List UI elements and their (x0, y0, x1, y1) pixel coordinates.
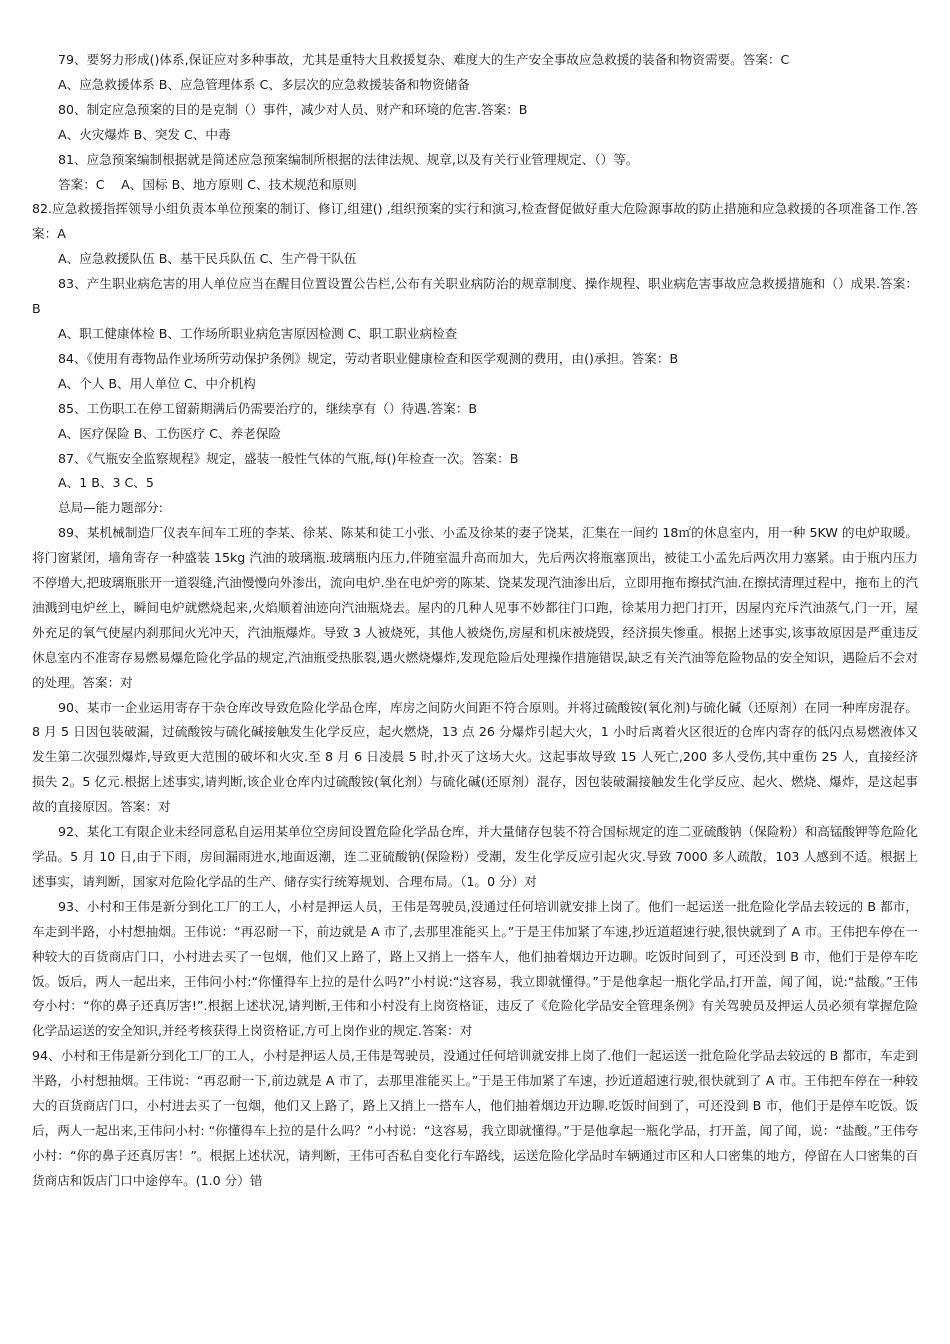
options-84: A、个人 B、用人单位 C、中介机构 (58, 375, 256, 391)
options-83: A、职工健康体检 B、工作场所职业病危害原因检测 C、职工职业病检查 (58, 325, 458, 341)
question-90: 90、某市一企业运用寄存干杂仓库改导致危险化学品仓库，库房之间防火间距不符合原则。并将过硫酸铵(氧化剂)与硫化碱（还原剂）在同一种库房混存。8 月 5 日因包装破漏，过硫酸铵与硫化碱接触发生化学反应，起火燃烧，13 点 26 分爆炸引起大火，1 小时后离着火区很近的仓库内寄存的低闪点易燃液体又发生第二次强烈爆炸,导致更大范围的破坏和火灾.至 8 月 6 日凌晨 5 时,扑灭了这场大火。这起事故导致 15 人死亡,200 多人受伤,其中重伤 25 人，直接经济损失 2。5 亿元.根据上述事实,请判断,该企业仓库内过硫酸铵(氧化剂）与硫化碱(还原剂）混存，因包装破漏接触发生化学反应、起火、燃烧、爆炸，是这起事故的直接原因。答案：对 (32, 699, 918, 815)
question-83: 83、产生职业病危害的用人单位应当在醒目位置设置公告栏,公布有关职业病防治的规章制度、操作规程、职业病危害事故应急救援措施和（）成果.答案：B (32, 276, 918, 317)
question-85: 85、工伤职工在停工留薪期满后仍需要治疗的，继续享有（）待遇.答案：B (58, 400, 478, 416)
document-page (32, 48, 918, 1194)
answer-options-81: 答案：C A、国标 B、地方原则 C、技术规范和原则 (58, 176, 357, 192)
question-84: 84、《使用有毒物品作业场所劳动保护条例》规定，劳动者职业健康检查和医学观测的费用，由()承担。答案：B (58, 350, 679, 366)
question-93: 93、小村和王伟是新分到化工厂的工人，小村是押运人员，王伟是驾驶员,没通过任何培训就安排上岗了。他们一起运送一批危险化学品去较远的 B 都市，车走到半路，小村想抽烟。王伟说：“再忍耐一下，前边就是 A 市了,去那里准能买上。”于是王伟加紧了车速,抄近道超速行驶,很快就到了 A 市。王伟把车停在一种较大的百货商店门口，小村进去买了一包烟，他们又上路了，路上又捎上一搭车人，他们抽着烟边开边聊。吃饭时间到了，可还没到 B 市，他们于是停车吃饭。饭后，两人一起出来，王伟问小村:“你懂得车上拉的是什么吗?”小村说:“这容易，我立即就懂得。”于是他拿起一瓶化学品,打开盖，闻了闻，说:“盐酸。”王伟夸小村：“你的鼻子还真厉害!”.根据上述状况,请判断,王伟和小村没有上岗资格证，违反了《危险化学品安全管理条例》有关驾驶员及押运人员必须有掌握危险化学品运送的安全知识,并经考核获得上岗资格证,方可上岗作业的规定.答案：对 (32, 898, 918, 1039)
question-81: 81、应急预案编制根据就是简述应急预案编制所根据的法律法规、规章,以及有关行业管理规定、（）等。 (58, 151, 639, 167)
question-82: 82.应急救援指挥领导小组负责本单位预案的制订、修订,组建() ,组织预案的实行和演习,检查督促做好重大危险源事故的防止措施和应急救援的各项准备工作.答案：A (32, 201, 918, 242)
options-79: A、应急救援体系 B、应急管理体系 C、多层次的应急救援装备和物资储备 (58, 76, 470, 92)
question-79: 79、要努力形成()体系,保证应对多种事故，尤其是重特大且救援复杂、难度大的生产安全事故应急救援的装备和物资需要。答案：C (58, 52, 790, 67)
options-85: A、医疗保险 B、工伤医疗 C、养老保险 (58, 425, 281, 441)
options-87: A、1 B、3 C、5 (58, 475, 154, 491)
options-82: A、应急救援队伍 B、基干民兵队伍 C、生产骨干队伍 (58, 251, 357, 267)
question-94: 94、小村和王伟是新分到化工厂的工人，小村是押运人员,王伟是驾驶员，没通过任何培训就安排上岗了.他们一起运送一批危险化学品去较远的 B 都市，车走到半路，小村想抽烟。王伟说：“再忍耐一下,前边就是 A 市了，去那里准能买上。”于是王伟加紧了车速，抄近道超速行驶,很快就到了 A 市。王伟把车停在一种较大的百货商店门口，小村进去买了一包烟，他们又上路了，路上又捎上一搭车人，他们抽着烟边开边聊.吃饭时间到了，可还没到 B 市，他们于是停车吃饭。饭后，两人一起出来,王伟问小村: “你懂得车上拉的是什么吗？”小村说：“这容易，我立即就懂得。”于是他拿起一瓶化学品，打开盖，闻了闻，说：“盐酸。”王伟夸小村：“你的鼻子还真厉害！”。根据上述状况，请判断，王伟可否私自变化行车路线，运送危险化学品时车辆通过市区和人口密集的地方，停留在人口密集的百货商店和饭店门口中途停车。(1.0 分）错 (32, 1048, 918, 1188)
question-92: 92、某化工有限企业未经同意私自运用某单位空房间设置危险化学品仓库，并大量储存包装不符合国标规定的连二亚硫酸钠（保险粉）和高锰酸钾等危险化学品。5 月 10 日,由于下雨，房间漏雨进水,地面返潮，连二亚硫酸钠(保险粉）受潮，发生化学反应引起火灾.导致 7000 多人疏散，103 人感到不适。根据上述事实，请判断，国家对危险化学品的生产、储存实行统筹规划、合理布局。（1。0 分）对 (32, 824, 918, 889)
question-89: 89、某机械制造厂仪表车间车工班的李某、徐某、陈某和徒工小张、小孟及徐某的妻子饶某，汇集在一间约 18㎡的休息室内，用一种 5KW 的电炉取暖。将门窗紧闭，墙角寄存一种盛装 15kg 汽油的玻璃瓶.玻璃瓶内压力,伴随室温升高而加大，先后两次将瓶塞顶出，被徒工小孟先后两次用力塞紧。由于瓶内压力不停增大,把玻璃瓶胀开一道裂缝,汽油慢慢向外渗出，流向电炉.坐在电炉旁的陈某、饶某发现汽油渗出后，立即用拖布擦拭汽油.在擦拭清理过程中，拖布上的汽油溅到电炉丝上，瞬间电炉就燃烧起来,火焰顺着油迹向汽油瓶烧去。屋内的几种人见事不妙都往门口跑，徐某用力把门打开，因屋内充斥汽油蒸气,门一开，屋外充足的氧气使屋内刹那间火光冲天，汽油瓶爆炸。导致 3 人被烧死，其他人被烧伤,房屋和机床被烧毁，经济损失惨重。根据上述事实,该事故原因是严重违反休息室内不准寄存易燃易爆危险化学品的规定,汽油瓶受热胀裂,遇火燃烧爆炸,发现危险后处理操作措施错误,缺乏有关汽油等危险物品的安全知识，遇险后不会对的处理。答案：对 (32, 525, 918, 690)
options-80: A、火灾爆炸 B、突发 C、中毒 (58, 126, 231, 142)
section-heading: 总局—能力题部分: (58, 500, 163, 516)
question-87: 87、《气瓶安全监察规程》规定，盛装一般性气体的气瓶,每()年检查一次。答案：B (58, 450, 519, 466)
question-80: 80、制定应急预案的目的是克制（）事件，减少对人员、财产和环境的危害.答案：B (58, 101, 528, 117)
